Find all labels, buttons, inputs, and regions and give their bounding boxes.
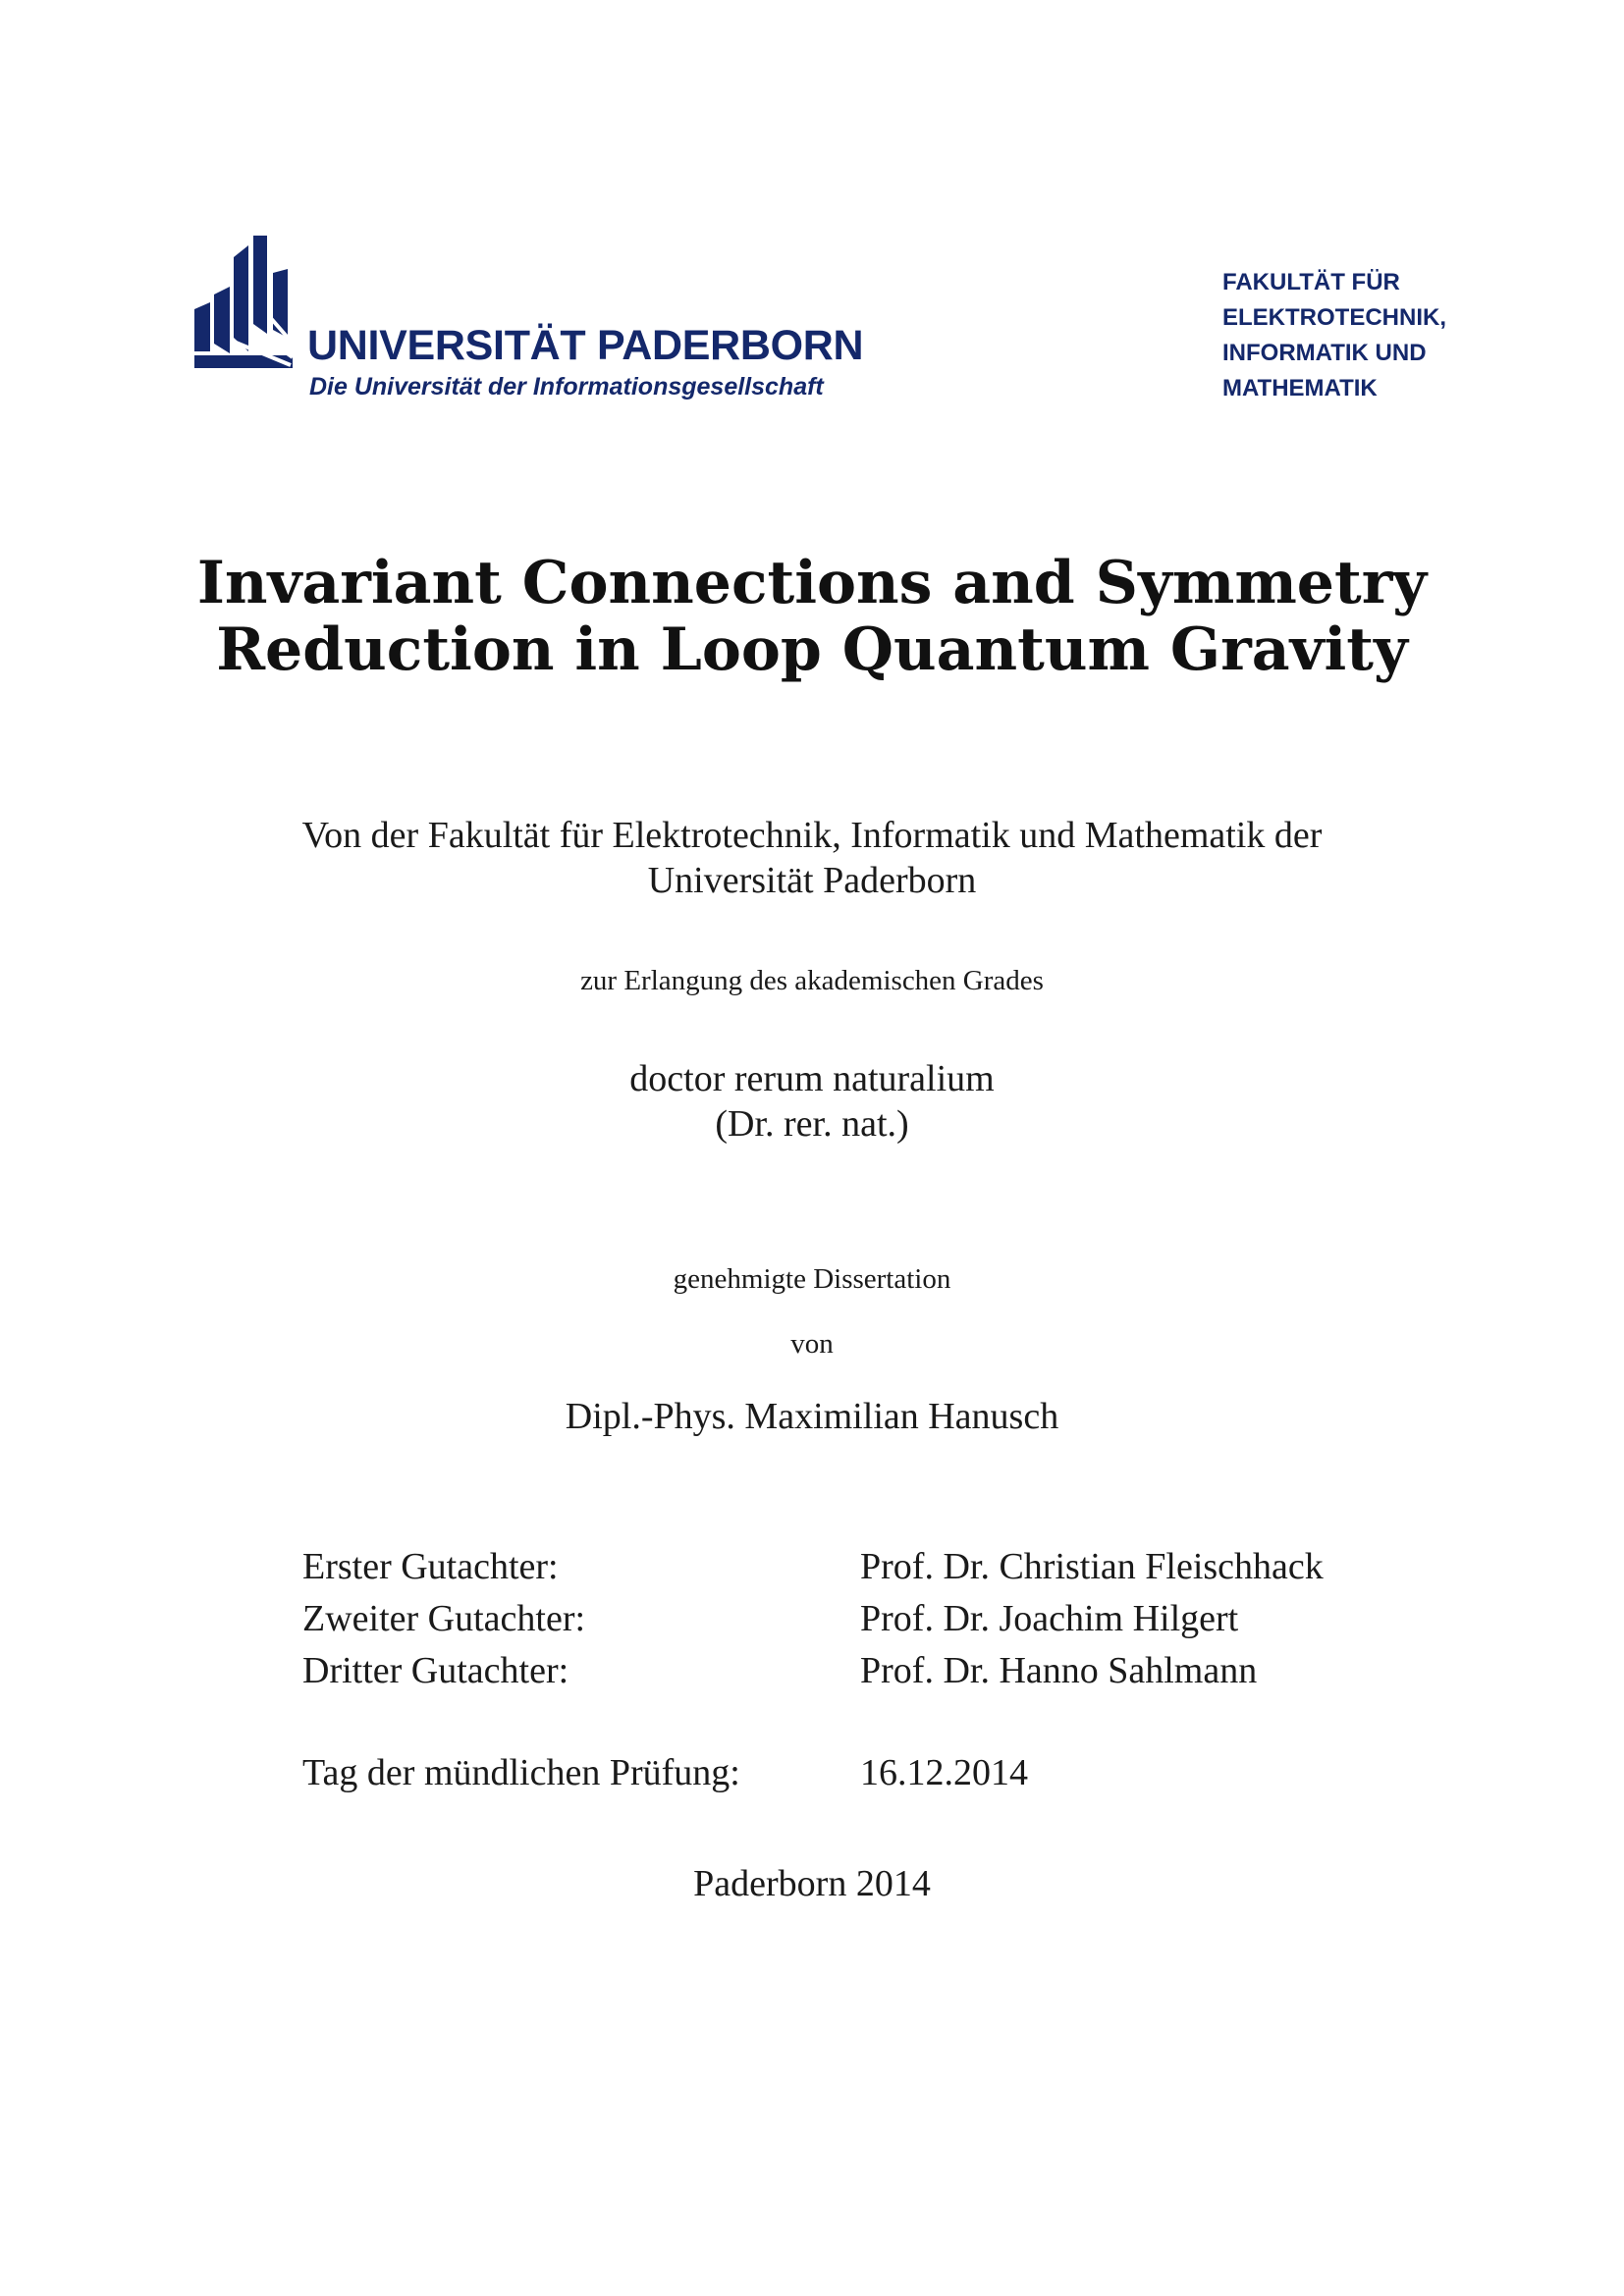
referee-name: Prof. Dr. Hanno Sahlmann bbox=[860, 1650, 1258, 1691]
by-label: von bbox=[790, 1328, 834, 1360]
author-name: Dipl.-Phys. Maximilian Hanusch bbox=[565, 1396, 1059, 1437]
degree-block bbox=[0, 1056, 1624, 1147]
university-logo bbox=[194, 236, 864, 407]
degree-abbreviation: (Dr. rer. nat.) bbox=[715, 1103, 909, 1145]
title-line-2: Reduction in Loop Quantum Gravity bbox=[216, 615, 1408, 684]
referee-name: Prof. Dr. Christian Fleischhack bbox=[860, 1546, 1324, 1587]
oral-exam-label: Tag der mündlichen Prüfung: bbox=[302, 1752, 740, 1793]
submission-line-2: Universität Paderborn bbox=[647, 860, 977, 901]
faculty-line: MATHEMATIK bbox=[1222, 375, 1378, 401]
oral-exam-date: 16.12.2014 bbox=[860, 1752, 1028, 1793]
degree-name: doctor rerum naturalium bbox=[629, 1058, 995, 1099]
title-line-1: Invariant Connections and Symmetry bbox=[196, 549, 1428, 617]
university-paderborn-mark-icon bbox=[194, 236, 297, 368]
referee-name: Prof. Dr. Joachim Hilgert bbox=[860, 1598, 1239, 1639]
referee-label: Zweiter Gutachter: bbox=[302, 1598, 586, 1639]
place-year: Paderborn 2014 bbox=[693, 1863, 931, 1904]
faculty-name bbox=[1222, 265, 1446, 406]
referee-label: Dritter Gutachter: bbox=[302, 1650, 569, 1691]
university-name: UNIVERSITÄT PADERBORN bbox=[307, 322, 864, 369]
referee-label: Erster Gutachter: bbox=[302, 1546, 559, 1587]
oral-exam-row bbox=[302, 1747, 1382, 1799]
faculty-line: ELEKTROTECHNIK, bbox=[1222, 304, 1446, 331]
approved-dissertation: genehmigte Dissertation bbox=[673, 1263, 951, 1295]
faculty-line: INFORMATIK UND bbox=[1222, 340, 1427, 366]
dissertation-title bbox=[0, 550, 1624, 683]
degree-purpose: zur Erlangung des akademischen Grades bbox=[580, 965, 1044, 996]
submission-statement bbox=[0, 813, 1624, 903]
university-tagline: Die Universität der Informationsgesellschaft bbox=[309, 373, 824, 400]
faculty-line: FAKULTÄT FÜR bbox=[1222, 269, 1400, 295]
submission-line-1: Von der Fakultät für Elektrotechnik, Informatik und Mathematik der bbox=[301, 815, 1323, 856]
